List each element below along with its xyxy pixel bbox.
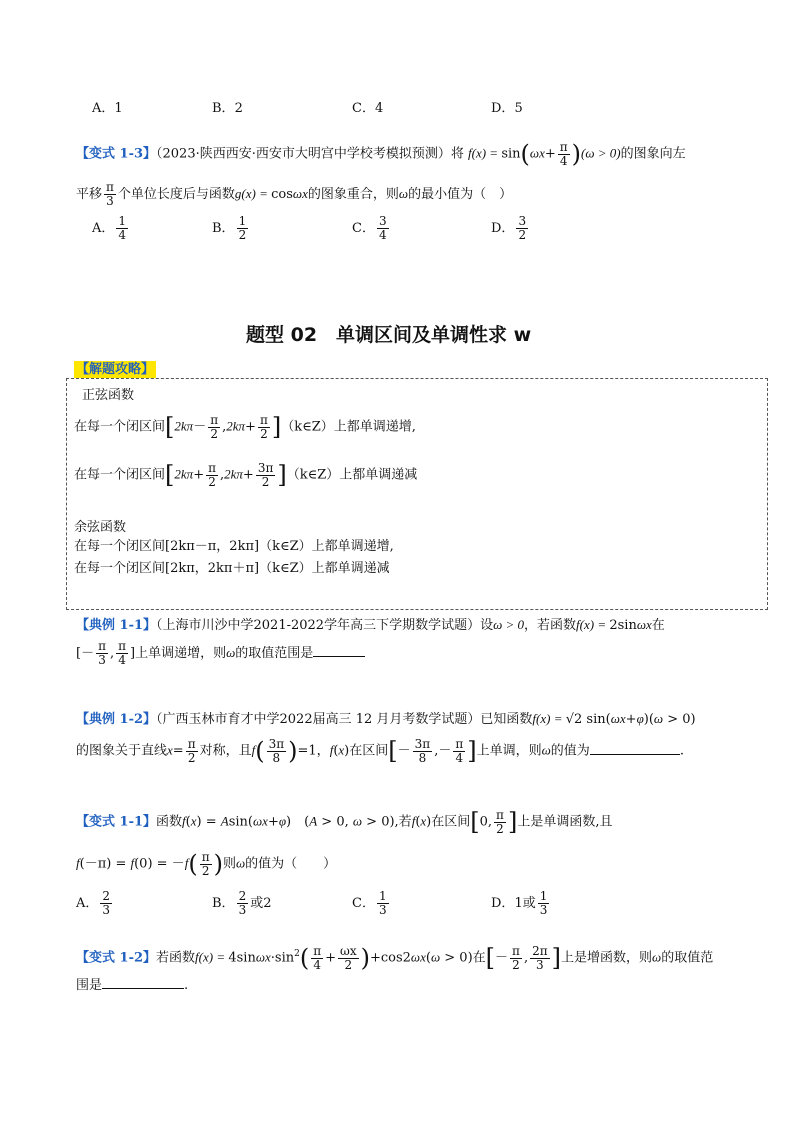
sine-decreasing: 在每一个闭区间[2kπ+ $\frac{\pi}{2}$ ,2kπ+ $\frac{3\pi}{2}$ ]（k∈Z）上都单调递减 (74, 460, 418, 489)
option-d: D．5 (491, 101, 523, 116)
v11-option-c: C． $\frac{1}{3}$ (352, 889, 387, 917)
section-title: 题型 02 单调区间及单调性求 w (246, 324, 532, 346)
variant-1-1-line1: 【变式 1-1】函数f(x) = Asin(ωx+φ) (A > 0, ω > 0),若f(x)在区间[0, $\frac{\pi}{2}$ ]上是单调函数,且 (76, 807, 613, 836)
v11-option-d: D．1或 $\frac{1}{3}$ (491, 889, 548, 917)
cosine-decreasing: 在每一个闭区间[2kπ，2kπ＋π]（k∈Z）上都单调递减 (74, 561, 390, 576)
v13-option-b: B． $\frac{1}{2}$ (212, 214, 247, 242)
variant-1-3-line2: 平移 $\frac{\pi}{3}$ 个单位长度后与函数g(x) = cosωx的图象重合，则ω的最小值为（ ） (76, 180, 513, 208)
option-c: C．4 (352, 101, 384, 116)
example-1-1-line1: 【典例 1-1】（上海市川沙中学2021-2022学年高三下学期数学试题）设ω > 0，若函数f(x) = 2sinωx在 (76, 617, 665, 633)
sine-increasing: 在每一个闭区间[2kπ－ $\frac{\pi}{2}$ ,2kπ+ $\frac{\pi}{2}$ ]（k∈Z）上都单调递增, (74, 412, 416, 441)
variant-1-3-line1: 【变式 1-3】（2023·陕西西安·西安市大明宫中学校考模拟预测）将 f(x) = sin(ωx+ $\frac{\pi}{4}$ )(ω > 0)的图象向左 (76, 139, 686, 168)
v13-option-a: A． $\frac{1}{4}$ (92, 214, 127, 242)
example-1-2-line1: 【典例 1-2】（广西玉林市育才中学2022届高三 12 月月考数学试题）已知函数f(x) = √2 sin(ωx+φ)(ω > 0) (76, 711, 696, 727)
example-1-2-line2: 的图象关于直线x= $\frac{\pi}{2}$ 对称，且f( $\frac{3\pi}{8}$ )=1，f(x)在区间[－ $\frac{3\pi}{8}$ ,－ $\frac{\pi}{4}$ ]上单调，则ω的值为 . (76, 736, 684, 765)
option-b: B．2 (212, 101, 243, 116)
variant-1-1-line2: f(－π) = f(0) = －f( $\frac{\pi}{2}$ )则ω的值为（ ） (76, 849, 337, 878)
source: （2023·陕西西安·西安市大明宫中学校考模拟预测）将 (156, 146, 464, 162)
strategy-badge: 【解题攻略】 (76, 362, 155, 377)
cosine-heading: 余弦函数 (74, 520, 127, 535)
cosine-increasing: 在每一个闭区间[2kπ－π，2kπ]（k∈Z）上都单调递增, (74, 539, 394, 554)
sine-heading: 正弦函数 (82, 388, 135, 403)
variant-1-2-line2: 围是 . (76, 978, 189, 993)
variant-1-2-line1: 【变式 1-2】若函数$f(x) = 4\sin\omega x\cdot\sin^2$( $\frac{\pi}{4}$ + $\frac{\omega x}{2}$ )+cos2ωx(ω > 0)在[－ $\frac{\pi}{2}$ , $\frac{2\pi}{3}$ ]上是增函数，则ω的取值范 (76, 943, 714, 972)
example-1-1-line2: [－ $\frac{\pi}{3}$ , $\frac{\pi}{4}$ ]上单调递增，则ω的取值范围是 (76, 640, 365, 667)
v13-option-d: D． $\frac{3}{2}$ (491, 214, 527, 242)
option-a: A．1 (92, 101, 123, 116)
v13-option-c: C． $\frac{3}{4}$ (352, 214, 387, 242)
v11-option-b: B． $\frac{2}{3}$ 或2 (212, 889, 272, 917)
variant-tag: 【变式 1-3】 (76, 146, 157, 162)
v11-option-a: A． $\frac{2}{3}$ (76, 889, 111, 917)
